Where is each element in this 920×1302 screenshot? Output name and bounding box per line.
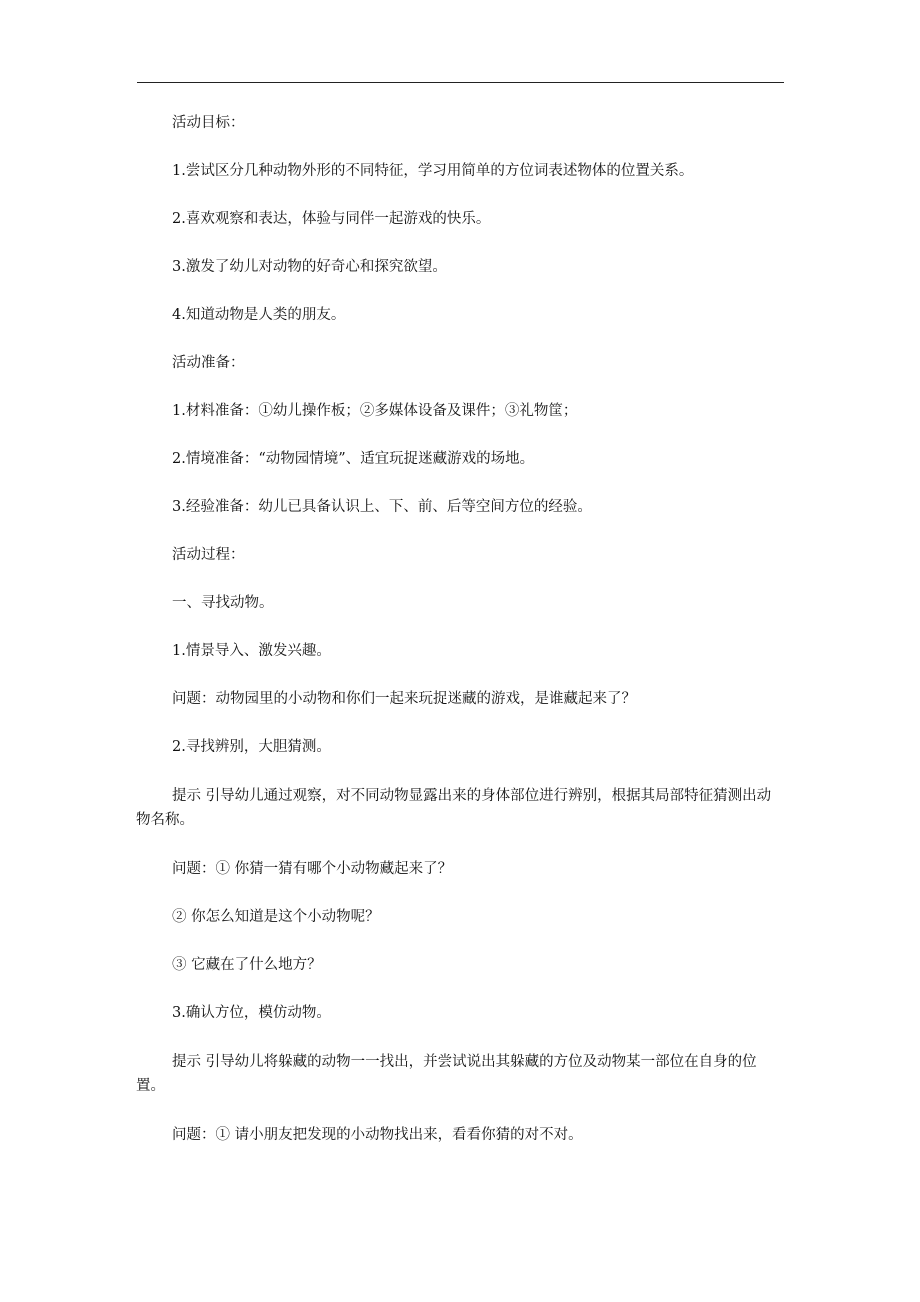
question-2-sub-3: ③ 它藏在了什么地方？ bbox=[172, 957, 322, 973]
preparation-item-3: 3.经验准备：幼儿已具备认识上、下、前、后等空间方位的经验。 bbox=[172, 499, 592, 515]
section-heading-goals: 活动目标： bbox=[172, 115, 245, 131]
question-2-sub-2: ② 你怎么知道是这个小动物呢？ bbox=[172, 909, 380, 925]
preparation-item-2: 2.情境准备：“动物园情境”、适宜玩捉迷藏游戏的场地。 bbox=[172, 451, 535, 467]
process-step-title: 一、寻找动物。 bbox=[172, 595, 274, 611]
goal-item-2: 2.喜欢观察和表达，体验与同伴一起游戏的快乐。 bbox=[172, 211, 491, 227]
hint-2: 提示 引导幼儿将躲藏的动物一一找出，并尝试说出其躲藏的方位及动物某一部位在自身的位置。 bbox=[136, 1054, 757, 1094]
process-substep-3: 3.确认方位，模仿动物。 bbox=[172, 1005, 331, 1021]
document-body bbox=[136, 112, 784, 1172]
goal-item-3: 3.激发了幼儿对动物的好奇心和探究欲望。 bbox=[172, 259, 447, 275]
goal-item-4: 4.知道动物是人类的朋友。 bbox=[172, 307, 346, 323]
preparation-item-1: 1.材料准备：①幼儿操作板；②多媒体设备及课件；③礼物筐； bbox=[172, 403, 578, 419]
goal-item-1: 1.尝试区分几种动物外形的不同特征，学习用简单的方位词表述物体的位置关系。 bbox=[172, 163, 694, 179]
question-2: 问题：① 你猜一猜有哪个小动物藏起来了？ bbox=[172, 861, 453, 877]
header-rule bbox=[137, 82, 784, 83]
process-substep-1: 1.情景导入、激发兴趣。 bbox=[172, 643, 331, 659]
question-1: 问题：动物园里的小动物和你们一起来玩捉迷藏的游戏，是谁藏起来了？ bbox=[172, 691, 636, 707]
hint-1: 提示 引导幼儿通过观察，对不同动物显露出来的身体部位进行辨别，根据其局部特征猜测出动物名称。 bbox=[136, 788, 772, 828]
section-heading-preparation: 活动准备： bbox=[172, 355, 245, 371]
section-heading-process: 活动过程： bbox=[172, 547, 245, 563]
question-3: 问题：① 请小朋友把发现的小动物找出来，看看你猜的对不对。 bbox=[172, 1127, 583, 1143]
process-substep-2: 2.寻找辨别，大胆猜测。 bbox=[172, 739, 331, 755]
